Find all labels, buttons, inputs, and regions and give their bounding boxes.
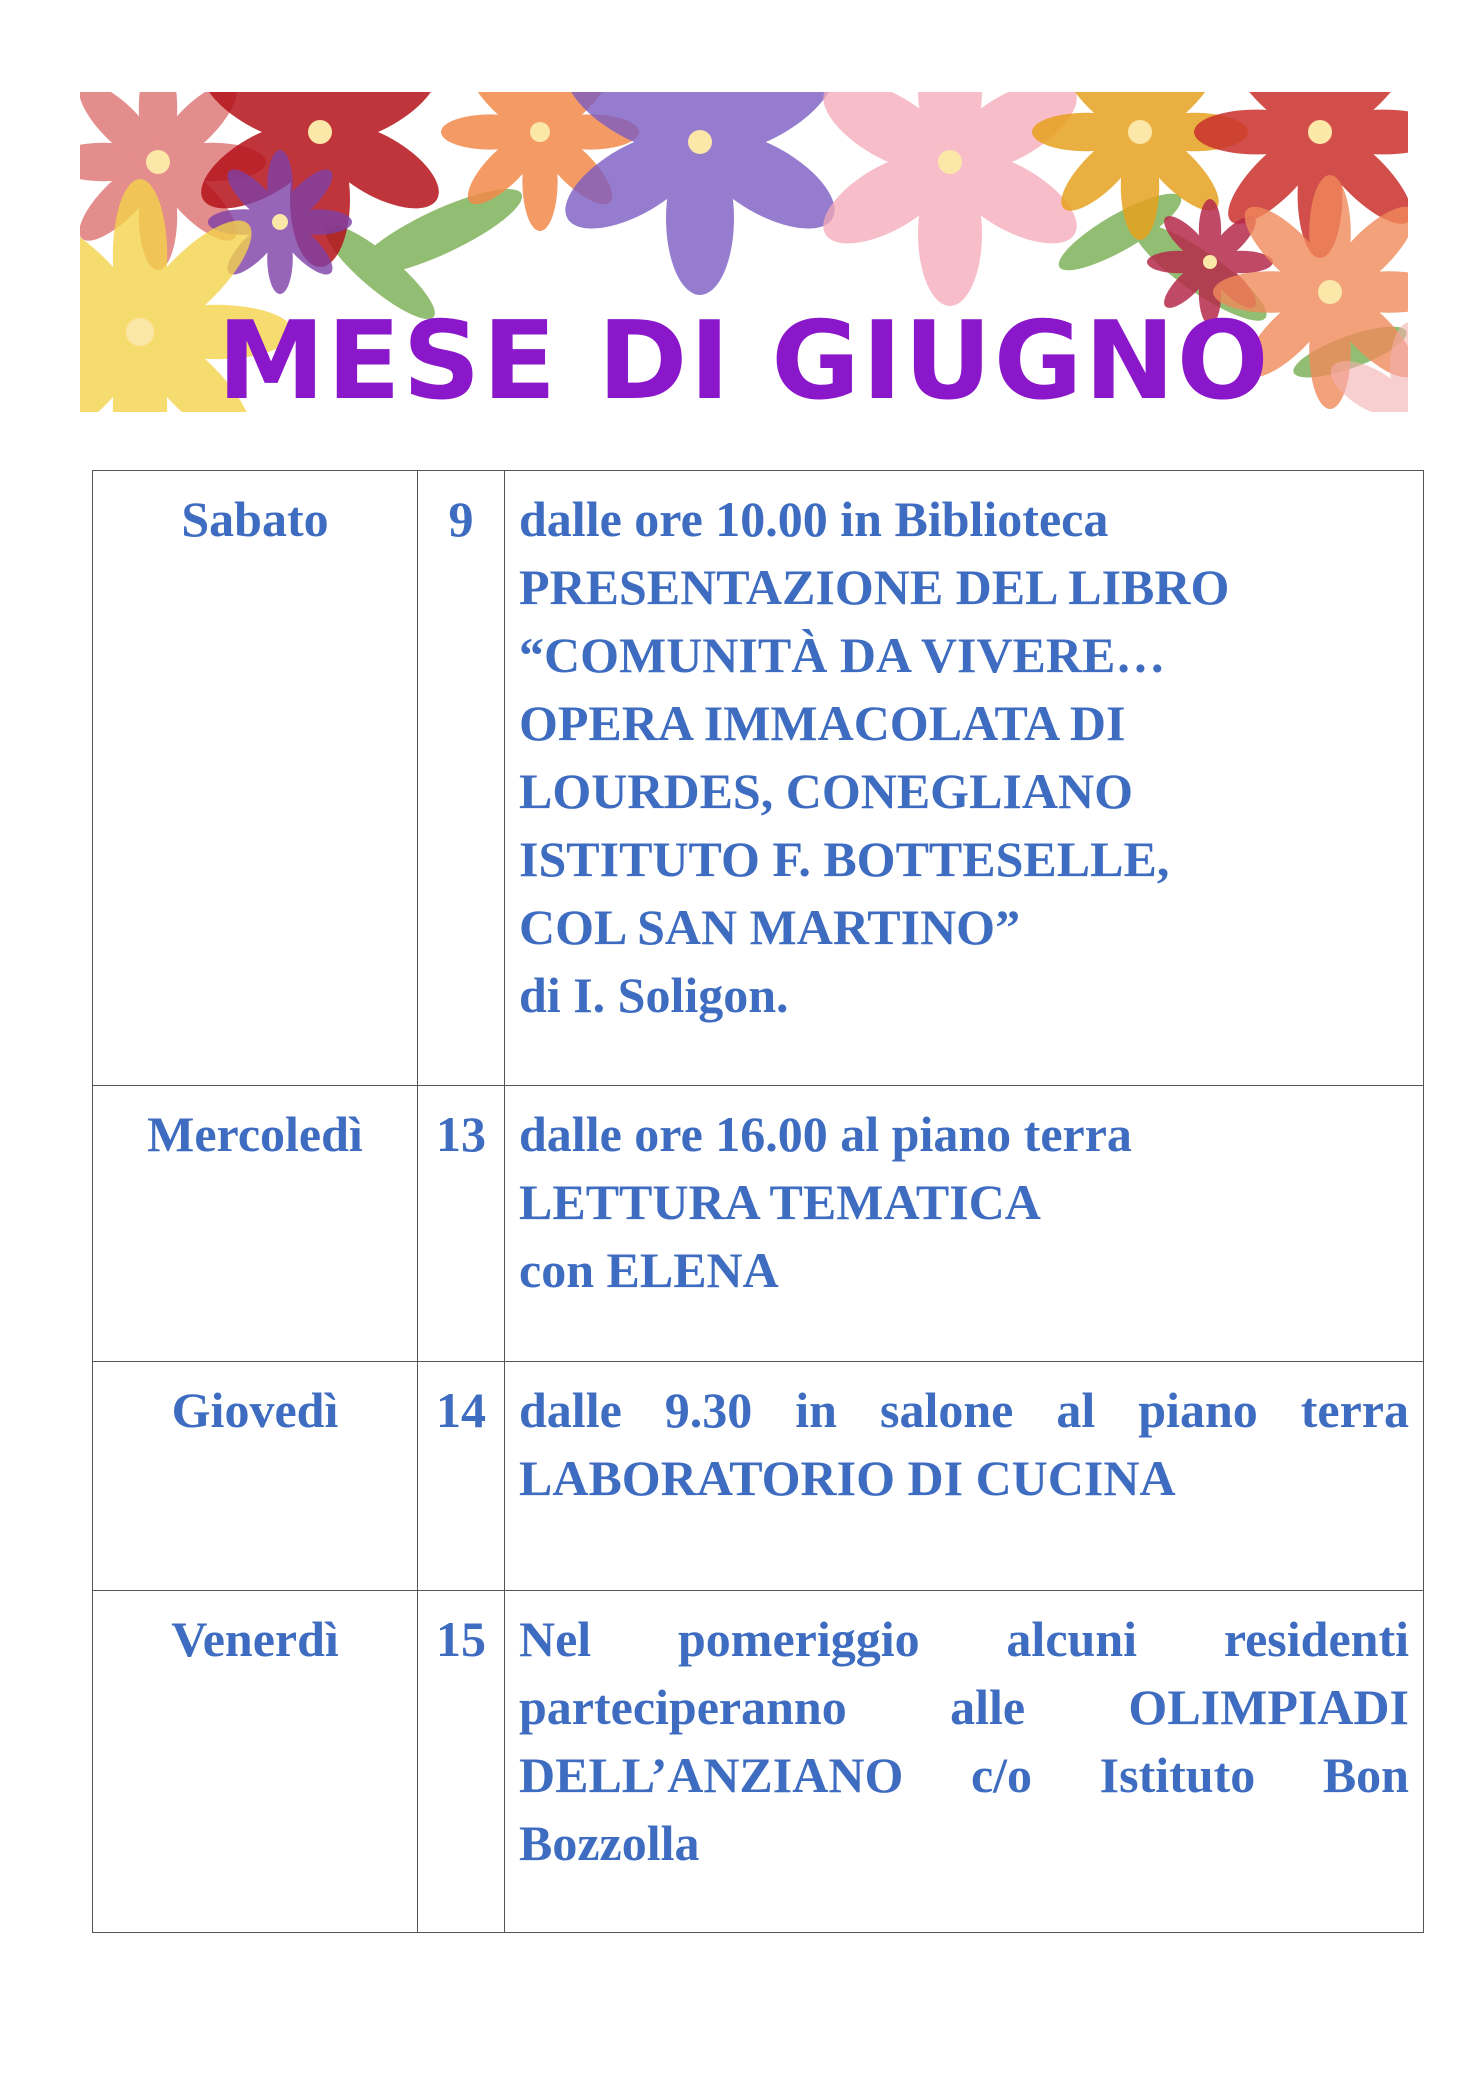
event-date: 15 xyxy=(418,1591,505,1933)
table-row xyxy=(93,1591,1424,1933)
event-day: Giovedì xyxy=(93,1362,418,1591)
event-line: ISTITUTO F. BOTTESELLE, xyxy=(519,831,1170,887)
flower-banner xyxy=(80,92,1408,412)
event-line: LOURDES, CONEGLIANO xyxy=(519,763,1133,819)
event-line: LETTURA TEMATICA xyxy=(519,1174,1041,1230)
event-description xyxy=(505,471,1424,1086)
table-row xyxy=(93,1086,1424,1362)
event-day: Venerdì xyxy=(93,1591,418,1933)
event-description xyxy=(505,1086,1424,1362)
table-row xyxy=(93,471,1424,1086)
event-description: Nel pomeriggio alcuni residenti parteciperanno alle OLIMPIADI DELL’ANZIANO c/o Istituto Bon Bozzolla xyxy=(505,1591,1424,1933)
events-table xyxy=(92,470,1424,1933)
event-line: di I. Soligon. xyxy=(519,967,789,1023)
event-line: PRESENTAZIONE DEL LIBRO xyxy=(519,559,1230,615)
event-date: 9 xyxy=(418,471,505,1086)
event-line: dalle ore 10.00 in Biblioteca xyxy=(519,491,1109,547)
event-line: “COMUNITÀ DA VIVERE… xyxy=(519,627,1166,683)
event-day: Mercoledì xyxy=(93,1086,418,1362)
event-line: dalle ore 16.00 al piano terra xyxy=(519,1106,1132,1162)
table-row xyxy=(93,1362,1424,1591)
event-line: con ELENA xyxy=(519,1242,779,1298)
event-line: COL SAN MARTINO” xyxy=(519,899,1021,955)
event-day: Sabato xyxy=(93,471,418,1086)
event-line: OPERA IMMACOLATA DI xyxy=(519,695,1126,751)
event-date: 13 xyxy=(418,1086,505,1362)
event-date: 14 xyxy=(418,1362,505,1591)
page-title: MESE DI GIUGNO xyxy=(217,299,1271,412)
event-description: dalle 9.30 in salone al piano terra LABORATORIO DI CUCINA xyxy=(505,1362,1424,1591)
